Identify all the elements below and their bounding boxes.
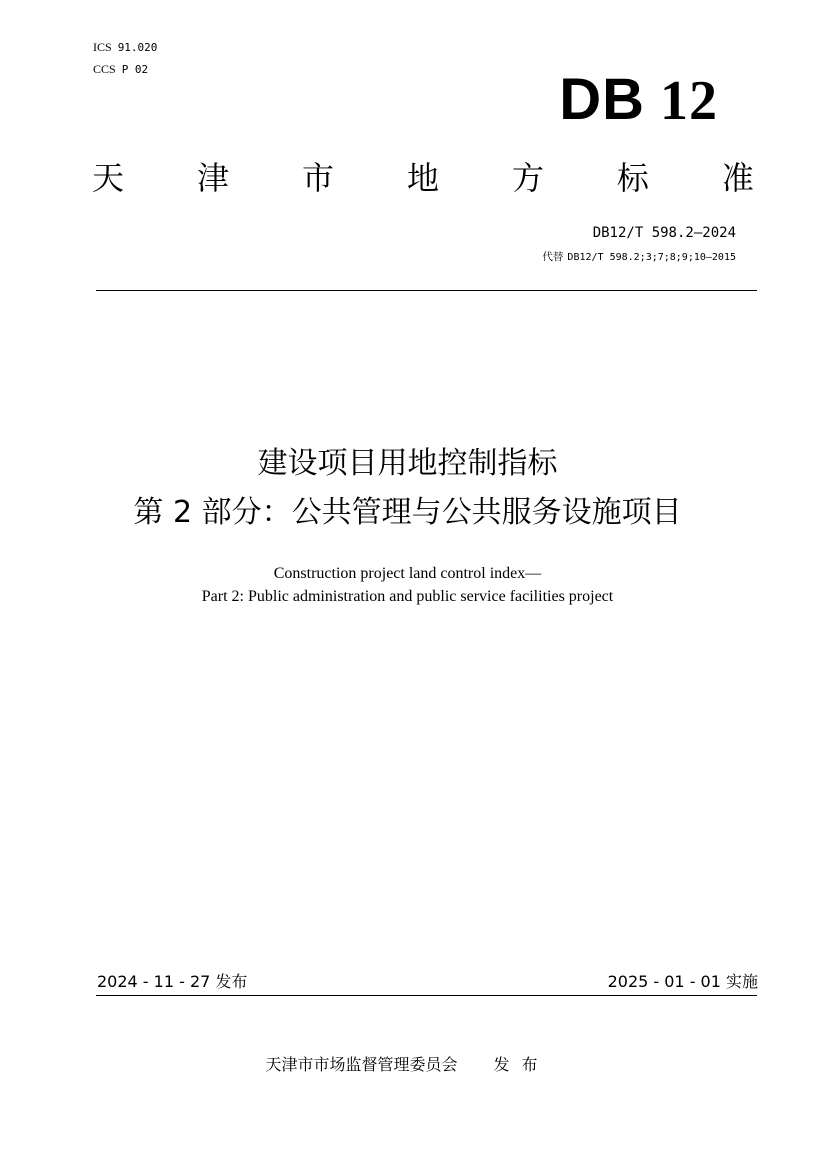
standard-type-char: 市 (301, 159, 334, 197)
footer-divider (96, 995, 757, 996)
ics-code (93, 40, 157, 55)
standard-number: DB12/T 598.2—2024 (592, 225, 736, 241)
standard-type-char: 准 (721, 159, 754, 197)
standard-mark (559, 68, 718, 133)
issuer-name: 天津市市场监督管理委员会 (265, 1055, 458, 1074)
standard-type-title (92, 158, 754, 198)
standard-mark-code: 12 (660, 70, 718, 132)
title-cn-line2: 第 2 部分：公共管理与公共服务设施项目 (133, 495, 682, 530)
implement-date: 2025 - 01 - 01 实施 (607, 972, 758, 991)
issuer-action: 发布 (493, 1055, 550, 1074)
standard-type-char: 津 (196, 159, 229, 197)
replaces-value: DB12/T 598.2;3;7;8;9;10—2015 (567, 252, 736, 263)
replaces-line (542, 250, 736, 265)
standard-type-char: 标 (616, 159, 649, 197)
title-cn-line1: 建设项目用地控制指标 (257, 446, 558, 481)
title-en-line2: Part 2: Public administration and public service facilities project (201, 588, 614, 605)
standard-mark-prefix: DB (559, 67, 645, 132)
ccs-label: CCS (93, 62, 116, 76)
ics-label: ICS (93, 40, 112, 54)
standard-type-char: 地 (406, 159, 439, 197)
ccs-code (93, 62, 148, 77)
ccs-value: P 02 (121, 63, 149, 76)
standard-type-char: 天 (92, 159, 125, 197)
issue-date: 2024 - 11 - 27 发布 (97, 972, 248, 991)
replaces-label: 代替 (542, 251, 564, 263)
standard-type-char: 方 (511, 159, 544, 197)
title-en-line1: Construction project land control index— (273, 565, 542, 582)
ics-value: 91.020 (117, 41, 158, 54)
issuer-line (0, 1054, 815, 1076)
header-divider (96, 290, 757, 291)
